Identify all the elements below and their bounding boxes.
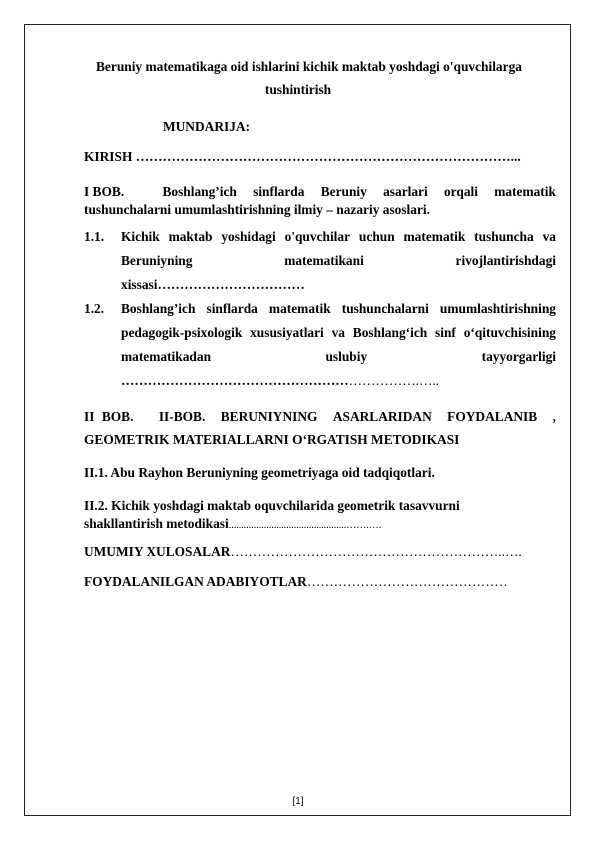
toc-word: rivojlantirishdagi [455,253,556,268]
toc-section-2-2-line1[interactable]: II.2. Kichik yoshdagi maktab oquvchilarida geometrik tasavvurni [84,498,460,513]
toc-conclusions[interactable] [84,545,522,558]
toc-word: pedagogik-psixologik [121,325,243,340]
toc-section-1-1-line3: xissasi…………………………… [121,277,305,292]
toc-intro[interactable]: KIRISH …………………………………………………………………………... [84,149,521,164]
toc-word: BOB. [101,409,134,424]
toc-word: uchun [358,229,395,244]
toc-word: sinf [435,325,456,340]
toc-word: II-BOB. [158,409,206,424]
toc-word: o‘qituvchisining [463,325,556,340]
toc-word: matematikadan [121,349,212,364]
toc-conclusions-text: UMUMIY XULOSALAR [84,544,231,559]
toc-word: Kichik [121,229,160,244]
toc-section-2-2-line2 [84,517,381,531]
toc-word: yoshidagi [221,229,276,244]
toc-word: FOYDALANIB [447,409,538,424]
toc-word: II [84,409,95,424]
page-number: [1] [292,796,304,807]
toc-word: orqali [443,184,478,199]
toc-leader-dots: …………………………………………… [121,373,349,388]
document-title-line2: tushintirish [264,82,332,97]
toc-section-1-2-line4 [121,374,439,387]
toc-word: tayyorgarligi [481,349,556,364]
toc-word: umumlashtirishning [439,301,556,316]
toc-section-2-1[interactable]: II.1. Abu Rayhon Beruniyning geometriyaga oid tadqiqotlari. [84,465,435,480]
toc-section-1-1-num: 1.1. [84,229,105,244]
toc-section-1-1-line1[interactable] [121,230,556,243]
toc-references-text: FOYDALANILGAN ADABIYOTLAR [84,574,307,589]
toc-word: Beruniy [320,184,367,199]
toc-word: matematik [494,184,556,199]
toc-chapter-1-num: I BOB. [84,184,125,199]
toc-leader-dots: ……………………………………… [306,574,508,589]
toc-word: o'quvchilar [284,229,351,244]
toc-word: sinflarda [206,301,258,316]
toc-word: matematikani [284,253,364,268]
toc-word: matematik [403,229,466,244]
toc-word: va [542,229,556,244]
toc-word: BERUNIYNING [220,409,318,424]
toc-word: maktab [168,229,213,244]
toc-word: va [331,325,345,340]
toc-chapter-2-line2: GEOMETRIK MATERIALLARNI O‘RGATISH METODIKASI [84,432,460,447]
toc-section-2-2-text: shakllantirish metodikasi [84,516,229,531]
contents-heading: MUNDARIJA: [163,119,251,134]
toc-references[interactable] [84,575,508,588]
toc-chapter-2-line1[interactable] [84,410,556,423]
toc-section-1-2-line2 [121,326,556,339]
toc-chapter-1-line1[interactable] [84,185,556,198]
toc-section-1-2-line1[interactable] [121,302,556,315]
toc-word: Boshlang’ich [121,301,196,316]
toc-word: tushunchalarni [341,301,429,316]
toc-word: tushuncha [474,229,534,244]
toc-word: asarlari [383,184,428,199]
document-title-line1: Beruniy matematikaga oid ishlarini kichik maktab yoshdagi o'quvchilarga [96,59,522,74]
toc-leader-dots: ……………………………………………………..…. [230,544,522,559]
toc-section-1-1-line2 [121,254,556,267]
toc-word: Beruniyning [121,253,193,268]
toc-chapter-1-line2: tushunchalarni umumlashtirishning ilmiy – nazariy asoslari. [84,202,430,217]
toc-word: matematik [268,301,331,316]
toc-word: Boshlang‘ich [352,325,428,340]
toc-leader-dots: …………….….. [348,373,440,388]
toc-word: sinflarda [253,184,305,199]
toc-leader-dots: ...............................................…….…. [228,520,382,531]
toc-section-1-2-num: 1.2. [84,301,105,316]
toc-word: ASARLARIDAN [332,409,432,424]
toc-word: uslubiy [325,349,368,364]
toc-word: Boshlang’ich [162,184,237,199]
toc-word: , [552,409,556,424]
toc-word: xususiyatlari [250,325,324,340]
toc-section-1-2-line3 [121,350,556,363]
